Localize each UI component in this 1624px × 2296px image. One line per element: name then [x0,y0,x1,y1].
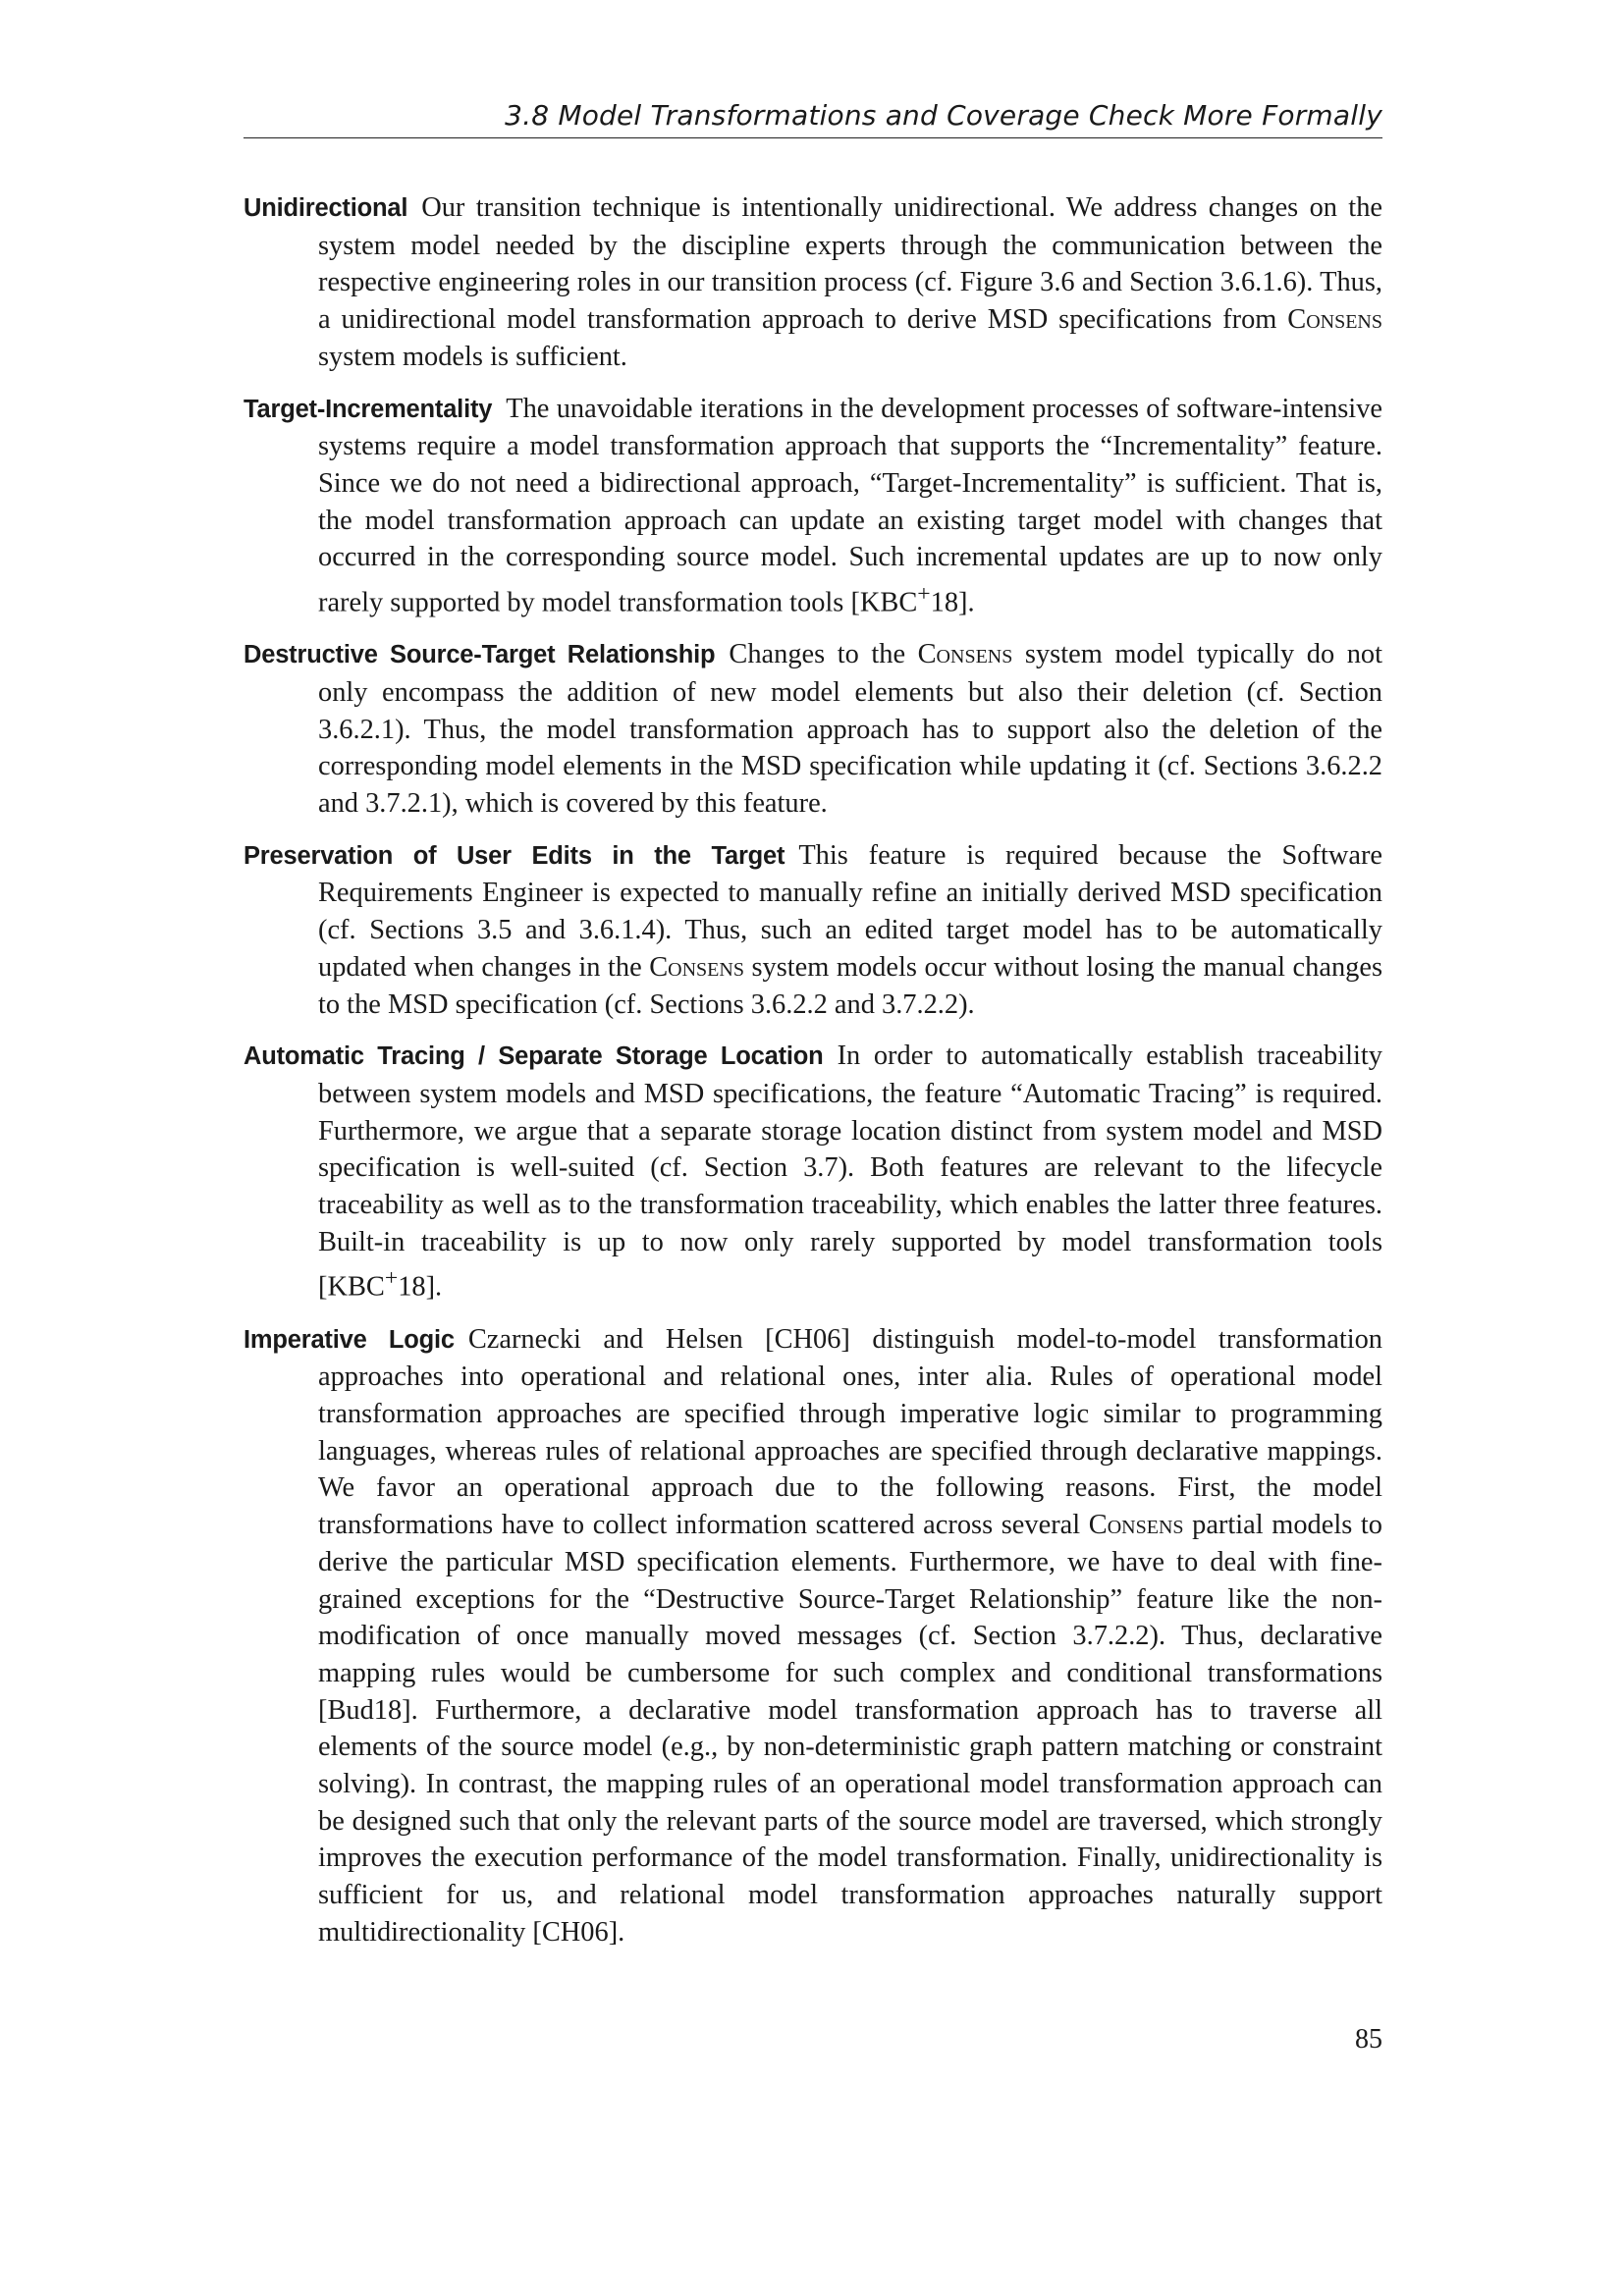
feature-term: Destructive Source-Target Relationship [244,641,716,669]
feature-entry-target-incrementality [244,391,1382,622]
feature-term: Automatic Tracing / Separate Storage Location [244,1042,824,1071]
consens-name: Consens [1088,1510,1184,1541]
feature-entry-unidirectional [244,189,1382,376]
citation-superscript: + [384,1265,399,1292]
consens-name: Consens [649,951,744,983]
feature-text: This feature is required because the Software Requirements Engineer is expected to manually refine an initially derived MSD specification (cf. Sections 3.5 and 3.6.1.4). Thus, such an edited target model has to be automatically updated when changes in the [318,839,1382,983]
feature-text: system model typically do not only encompass the addition of new model elements but also their deletion (cf. Section 3.6.2.1). Thus, the model transformation approach has to support also the deletion of the corresponding model elements in the MSD specification while updating it (cf. Sections 3.6.2.2 and 3.7.2.1), which is covered by this feature. [318,639,1382,820]
feature-term: Target-Incrementality [244,395,493,423]
feature-entry-imperative-logic [244,1321,1382,1951]
feature-text: Our transition technique is intentionally unidirectional. We address changes on the system model needed by the discipline experts through the communication between the respective engineering roles in our transition process (cf. Figure 3.6 and Section 3.6.1.6). Thus, a unidirectional model transformation approach to derive MSD specifications from [318,192,1382,336]
running-head-title: 3.8 Model Transformations and Coverage Check More Formally [505,99,1382,132]
feature-list [244,189,1382,1966]
citation-superscript: + [917,581,931,608]
feature-term: Imperative Logic [244,1325,455,1354]
feature-entry-destructive-source-target [244,636,1382,823]
feature-text: Czarnecki and Helsen [CH06] distinguish model-to-model transformation approaches into operational and relational ones, inter alia. Rules of operational model transformation approaches are specified through imperative logic similar to programming languages, whereas rules of relational approaches are specified through declarative mappings. We favor an operational approach due to the following reasons. First, the model transformations have to collect information scattered across several [318,1323,1382,1541]
consens-name: Consens [1287,304,1382,336]
feature-text: system models occur without losing the manual changes to the MSD specification (cf. Sections 3.6.2.2 and 3.7.2.2). [318,951,1382,1020]
running-head [244,94,1382,138]
feature-text: partial models to derive the particular MSD specification elements. Furthermore, we have to deal with fine-grained exceptions for the “Destructive Source-Target Relationship” feature like the non-modification of once manually moved messages (cf. Section 3.7.2.2). Thus, declarative mapping rules would be cumbersome for such complex and conditional transformations [Bud18]. Furthermore, a declarative model transformation approach has to traverse all elements of the source model (e.g., by non-deterministic graph pattern matching or constraint solving). In contrast, the mapping rules of an operational model transformation approach can be designed such that only the relevant parts of the source model are traversed, which strongly improves the execution performance of the model transformation. Finally, unidirectionality is sufficient for us, and relational model transformation approaches naturally support multidirectionality [CH06]. [318,1510,1382,1948]
consens-name: Consens [917,639,1013,670]
feature-text: In order to automatically establish traceability between system models and MSD specifications, the feature “Automatic Tracing” is required. Furthermore, we argue that a separate storage location distinct from system model and MSD specification is well-suited (cf. Section 3.7). Both features are relevant to the lifecycle traceability as well as to the transformation traceability, which enables the latter three features. Built-in traceability is up to now only rarely supported by model transformation tools [KBC [318,1041,1382,1303]
feature-term: Preservation of User Edits in the Target [244,841,785,870]
feature-text: 18]. [930,587,975,618]
feature-text: The unavoidable iterations in the development processes of software-intensive systems require a model transformation approach that supports the “Incrementality” feature. Since we do not need a bidirectional approach, “Target-Incrementality” is sufficient. That is, the model transformation approach can update an existing target model with changes that occurred in the corresponding source model. Such incremental updates are up to now only rarely supported by model transformation tools [KBC [318,393,1382,618]
feature-text: Changes to the [729,639,918,670]
feature-term: Unidirectional [244,194,408,222]
feature-entry-automatic-tracing [244,1038,1382,1306]
feature-text: 18]. [398,1271,443,1303]
feature-entry-preservation-of-user-edits [244,837,1382,1024]
page-number: 85 [1355,2024,1382,2055]
feature-text: system models is sufficient. [318,341,627,372]
